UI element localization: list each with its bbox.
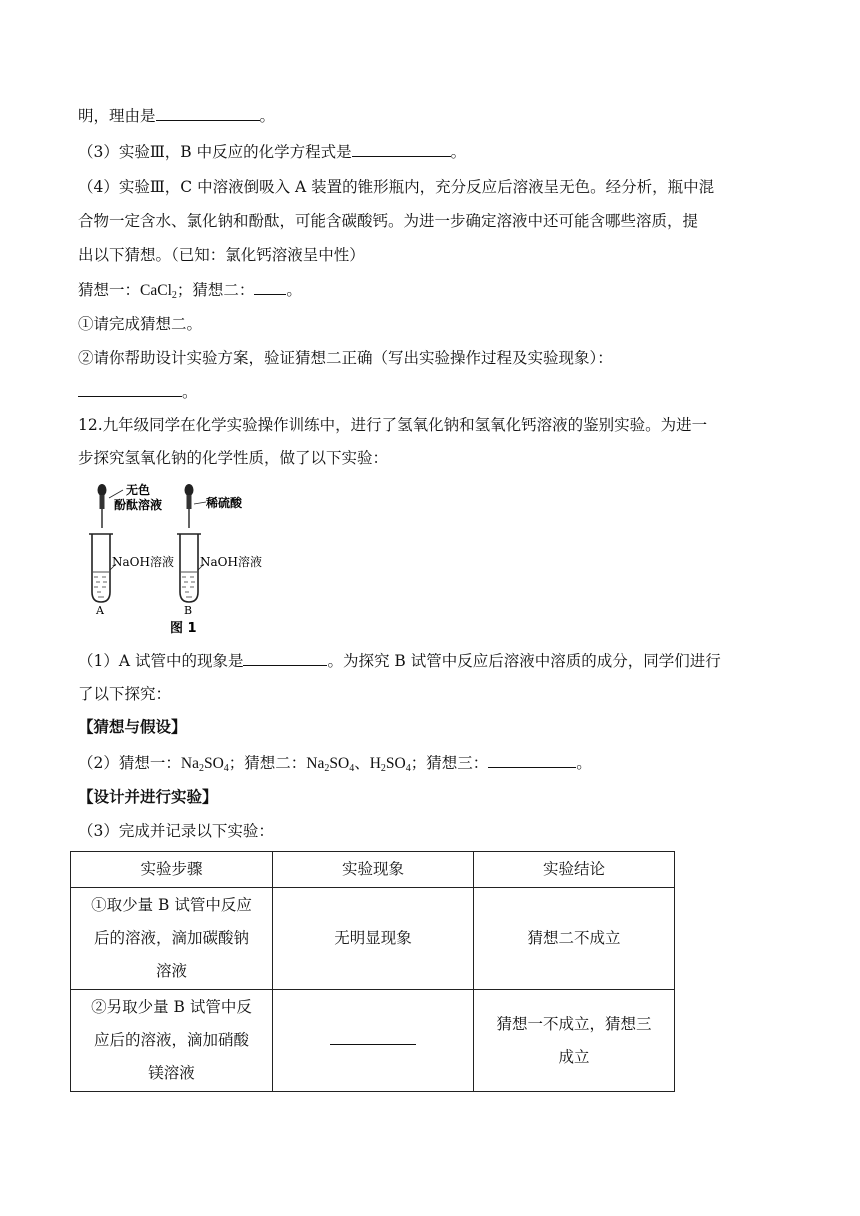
- cell-text: 猜想一不成立，猜想三: [496, 1014, 652, 1033]
- text: （1）A 试管中的现象是: [78, 652, 244, 670]
- text: 猜想一：: [78, 281, 141, 299]
- section-heading-experiment: 【设计并进行实验】: [78, 787, 218, 806]
- question-12-line-2: 步探究氢氧化钠的化学性质，做了以下实验：: [78, 449, 389, 467]
- text-line-9: [78, 380, 198, 403]
- figure-label: 稀硫酸: [206, 496, 243, 510]
- table-cell-conclusion: [474, 990, 675, 1092]
- text-line-2: [78, 140, 466, 163]
- cell-text: 成立: [558, 1047, 590, 1066]
- text: 。: [286, 281, 302, 299]
- text: 。: [576, 754, 592, 772]
- text-line-12: [78, 649, 721, 672]
- table-header: 实验结论: [474, 852, 675, 888]
- table-cell-step: [71, 990, 273, 1092]
- answer-blank: [243, 649, 327, 666]
- table-row: [71, 990, 675, 1092]
- text: ；猜想三：: [410, 754, 489, 772]
- answer-blank: [78, 380, 182, 397]
- text: ；猜想二：: [176, 281, 255, 299]
- text-line-7: ①请完成猜想二。: [78, 315, 203, 333]
- text: 明，理由是: [78, 107, 156, 125]
- table-row: [71, 888, 675, 990]
- figure-label: A: [96, 604, 104, 617]
- text: 。: [259, 107, 276, 125]
- formula-h2so4: $H_2SO_4$: [369, 755, 411, 774]
- figure-label: NaOH溶液: [200, 555, 262, 569]
- cell-text: ①取少量 B 试管中反应: [91, 896, 252, 914]
- text: （3）实验Ⅲ，B 中反应的化学方程式是: [78, 143, 352, 161]
- table-cell-step: [71, 888, 273, 990]
- text: （2）猜想一：: [78, 754, 181, 772]
- text-line-3: （4）实验Ⅲ，C 中溶液倒吸入 A 装置的锥形瓶内，充分反应后溶液呈无色。经分析，瓶中混: [78, 178, 715, 196]
- answer-blank: [352, 140, 451, 157]
- table-header: 实验步骤: [71, 852, 273, 888]
- table-cell-phenomenon: 无明显现象: [273, 888, 474, 990]
- text-line-4: 合物一定含水、氯化钠和酚酞，可能含碳酸钙。为进一步确定溶液中还可能含哪些溶质，提: [78, 212, 699, 230]
- answer-blank: [254, 278, 286, 295]
- test-tube-figure: [76, 480, 286, 640]
- formula-na2so4: $Na_2SO_4$: [306, 755, 355, 774]
- text: 。为探究 B 试管中反应后溶液中溶质的成分，同学们进行: [327, 652, 721, 670]
- figure-label: NaOH溶液: [112, 555, 174, 569]
- text-line-5: 出以下猜想。（已知：氯化钙溶液呈中性）: [78, 246, 365, 264]
- test-tube-a-icon: [89, 534, 113, 602]
- figure-caption: 图 1: [170, 621, 197, 636]
- cell-text: 溶液: [155, 962, 187, 980]
- table-header-row: [71, 852, 675, 888]
- text-line-17: （3）完成并记录以下实验：: [78, 822, 274, 840]
- text-line-8: ②请你帮助设计实验方案，验证猜想二正确（写出实验操作过程及实验现象）：: [78, 349, 613, 367]
- formula-cacl2: CaCl$_2$: [140, 282, 177, 301]
- figure-label: 酚酞溶液: [114, 498, 163, 512]
- answer-blank: [488, 751, 576, 768]
- experiment-table: [70, 851, 675, 1092]
- answer-blank: [330, 1030, 416, 1045]
- text: 。: [450, 143, 467, 161]
- formula-na2so4: $Na_2SO_4$: [180, 755, 229, 774]
- question-12-line-1: 12.九年级同学在化学实验操作训练中，进行了氢氧化钠和氢氧化钙溶液的鉴别实验。为进一: [78, 416, 708, 434]
- text: ；猜想二：: [228, 754, 307, 772]
- test-tube-b-icon: [177, 534, 201, 602]
- cell-text: 镁溶液: [148, 1064, 195, 1082]
- text-line-1: [78, 104, 275, 127]
- text: 、: [354, 754, 370, 772]
- answer-blank: [156, 104, 260, 121]
- text-line-13: 了以下探究：: [78, 685, 172, 703]
- table-cell-conclusion: 猜想二不成立: [474, 888, 675, 990]
- cell-text: ②另取少量 B 试管中反: [91, 998, 252, 1016]
- text-line-15: [78, 751, 592, 775]
- figure-label: B: [184, 604, 193, 617]
- dropper-b-icon: [185, 484, 194, 528]
- table-cell-phenomenon: [273, 990, 474, 1092]
- cell-text: 后的溶液，滴加碳酸钠: [93, 929, 249, 947]
- text-line-6: [78, 278, 302, 302]
- dropper-a-icon: [98, 484, 107, 528]
- cell-text: 应后的溶液，滴加硝酸: [93, 1031, 249, 1049]
- figure-label: 无色: [126, 483, 151, 497]
- section-heading-hypothesis: 【猜想与假设】: [78, 717, 187, 736]
- table-header: 实验现象: [273, 852, 474, 888]
- text: 。: [182, 383, 198, 401]
